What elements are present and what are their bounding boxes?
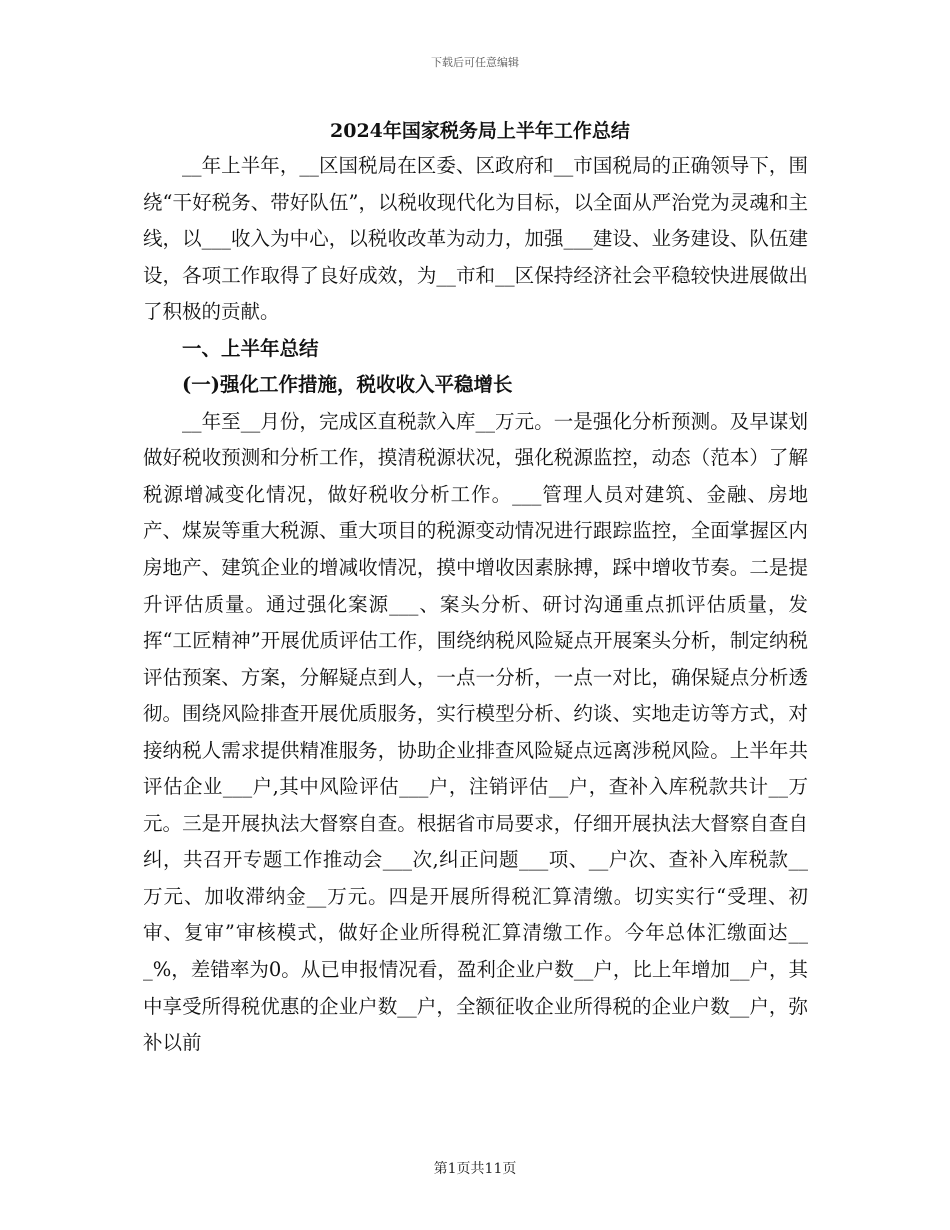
header-note: 下载后可任意编辑 [431, 56, 519, 69]
page-title: 2024年国家税务局上半年工作总结 [330, 120, 630, 142]
intro-paragraph: __年上半年，__区国税局在区委、区政府和__市国税局的正确领导下，围绕“干好税务、带好队伍”，以税收现代化为目标，以全面从严治党为灵魂和主线，以___收入为中心，以税收改革为动力，加强___建设、业务建设、队伍建设，各项工作取得了良好成效，为__市和__区保持经济社会平稳较快进展做出了积极的贡献。 [143, 154, 808, 324]
document-body [143, 148, 808, 1062]
page-footer: 第1页共11页 [433, 1161, 517, 1177]
subsection-heading: (一)强化工作措施，税收收入平稳增长 [182, 373, 513, 397]
body-paragraph: __年至__月份，完成区直税款入库__万元。一是强化分析预测。及早谋划做好税收预测和分析工作，摸清税源状况，强化税源监控，动态（范本）了解税源增减变化情况，做好税收分析工作。___管理人员对建筑、金融、房地产、煤炭等重大税源、重大项目的税源变动情况进行跟踪监控，全面掌握区内房地产、建筑企业的增减收情况，摸中增收因素脉搏，踩中增收节奏。二是提升评估质量。通过强化案源___、案头分析、研讨沟通重点抓评估质量，发挥“工匠精神”开展优质评估工作，围绕纳税风险疑点开展案头分析，制定纳税评估预案、方案，分解疑点到人，一点一分析，一点一对比，确保疑点分析透彻。围绕风险排查开展优质服务，实行模型分析、约谈、实地走访等方式，对接纳税人需求提供精准服务，协助企业排查风险疑点远离涉税风险。上半年共评估企业___户,其中风险评估___户，注销评估__户，查补入库税款共计__万元。三是开展执法大督察自查。根据省市局要求，仔细开展执法大督察自查自纠，共召开专题工作推动会___次,纠正问题___项、__户次、查补入库税款__万元、加收滞纳金__万元。四是开展所得税汇算清缴。切实实行“受理、初审、复审”审核模式，做好企业所得税汇算清缴工作。今年总体汇缴面达___%，差错率为0。从已申报情况看，盈利企业户数__户，比上年增加__户，其中享受所得税优惠的企业户数__户，全额征收企业所得税的企业户数__户，弥补以前 [143, 409, 808, 1055]
section-heading: 一、上半年总结 [182, 336, 319, 360]
